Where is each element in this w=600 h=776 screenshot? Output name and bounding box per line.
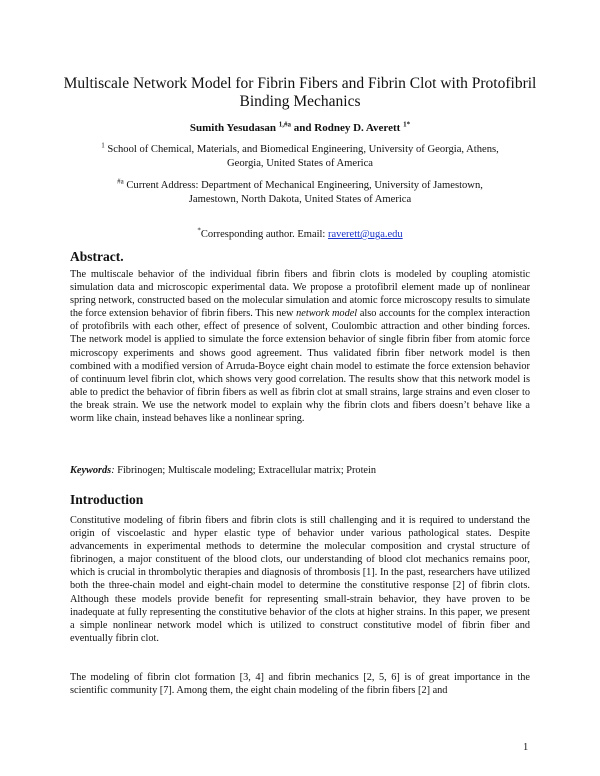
abstract-italic-term: network model	[296, 308, 358, 320]
keywords-colon: :	[111, 465, 115, 476]
corresponding-label: Corresponding author. Email:	[200, 229, 326, 240]
abstract-text-part: The multiscale behavior of the individual fibrin fibers and fibrin clots is modeled by coupling atomistic simulation data and microscopic experimental data. We propose a protofibril element made up of nonlinear spring network, constructed based on the molecular simulation and atomic force microscopy results to simulate the force extension behavior of fibrin fibers. This new	[70, 269, 530, 320]
author-superscript: 1,#a	[278, 120, 292, 129]
author-name: Rodney D. Averett	[314, 122, 401, 134]
affiliation-marker: 1	[101, 141, 105, 150]
affiliation-line: Georgia, United States of America	[226, 158, 373, 169]
page-number: 1	[523, 742, 529, 753]
author-superscript: 1*	[403, 120, 411, 129]
corresponding-marker: *	[197, 226, 201, 235]
introduction-paragraph-1: Constitutive modeling of fibrin fibers and fibrin clots is still challenging and it is required to understand the origin of viscoelastic and hyper elastic type of behavior under various pathological states. Despite advancements in experimental methods to determine the molecular composition and crystal structure of fibrinogen, a major constituent of the blood clots, our understanding of blood clot mechanics remains poor, which is crucial in thrombolytic therapies and diagnosis of thrombosis [1]. In the past, researchers have utilized both the three-chain model and eight-chain model to determine the constitutive response [2] of fibrin clots. Although these models provide benefit for representing small-strain behavior, they have proven to be inadequate at fully representing the constitutive behavior of the clots at higher strains. In this paper, we present a simple nonlinear network model which is utilized to construct constitutive model of fibrin fiber and eventually fibrin clot.	[70, 515, 530, 644]
abstract-text-part: also accounts for the complex interaction of protofibrils with each other, effect of presence of solvent, Coulombic attraction and other binding forces. The network model is applied to simulate the force extension behavior of single fibrin fiber from atomic force microscopy experiments and shows good agreement. Thus validated fibrin fiber network model is then combined with a modified version of Arruda-Boyce eight chain model to estimate the force extension behavior of continuum level fibrin clot, which shows very good correlation. The results show that this network model is able to predict the behavior of fibrin fibers as well as fibrin clot at small strains, large strains and even closer to the break strain. We use the network model to explain why the fibrin clots and fibers doesn’t behave like a worm like chain, instead behaves like a nonlinear spring.	[70, 308, 530, 425]
affiliation-line: Current Address: Department of Mechanical Engineering, University of Jamestown,	[126, 180, 483, 191]
introduction-heading: Introduction	[70, 492, 144, 507]
keywords-line	[70, 465, 530, 476]
paper-title	[60, 75, 540, 111]
abstract-heading: Abstract.	[70, 249, 124, 264]
affiliation-marker: #a	[117, 177, 124, 186]
abstract-text	[70, 268, 530, 425]
affiliation-line: School of Chemical, Materials, and Biomedical Engineering, University of Georgia, Athens,	[107, 144, 499, 155]
corresponding-author	[60, 226, 540, 240]
keywords-label: Keywords	[70, 465, 112, 476]
keywords-list: Fibrinogen; Multiscale modeling; Extracellular matrix; Protein	[117, 465, 377, 476]
title-line-1: Multiscale Network Model for Fibrin Fibers and Fibrin Clot with Protofibril	[63, 75, 537, 92]
email-link[interactable]: raverett@uga.edu	[327, 229, 403, 240]
affiliation-line: Jamestown, North Dakota, United States of America	[188, 194, 412, 205]
introduction-paragraph-2: The modeling of fibrin clot formation [3, 4] and fibrin mechanics [2, 5, 6] is of great importance in the scientific community [7]. Among them, the eight chain modeling of the fibrin fibers [2] and	[70, 672, 530, 697]
affiliation-2	[70, 179, 530, 207]
affiliation-1	[70, 143, 530, 171]
author-name: Sumith Yesudasan	[189, 122, 277, 134]
author-conjunction: and	[293, 122, 312, 134]
author-list	[60, 122, 540, 134]
title-line-2: Binding Mechanics	[239, 93, 361, 110]
